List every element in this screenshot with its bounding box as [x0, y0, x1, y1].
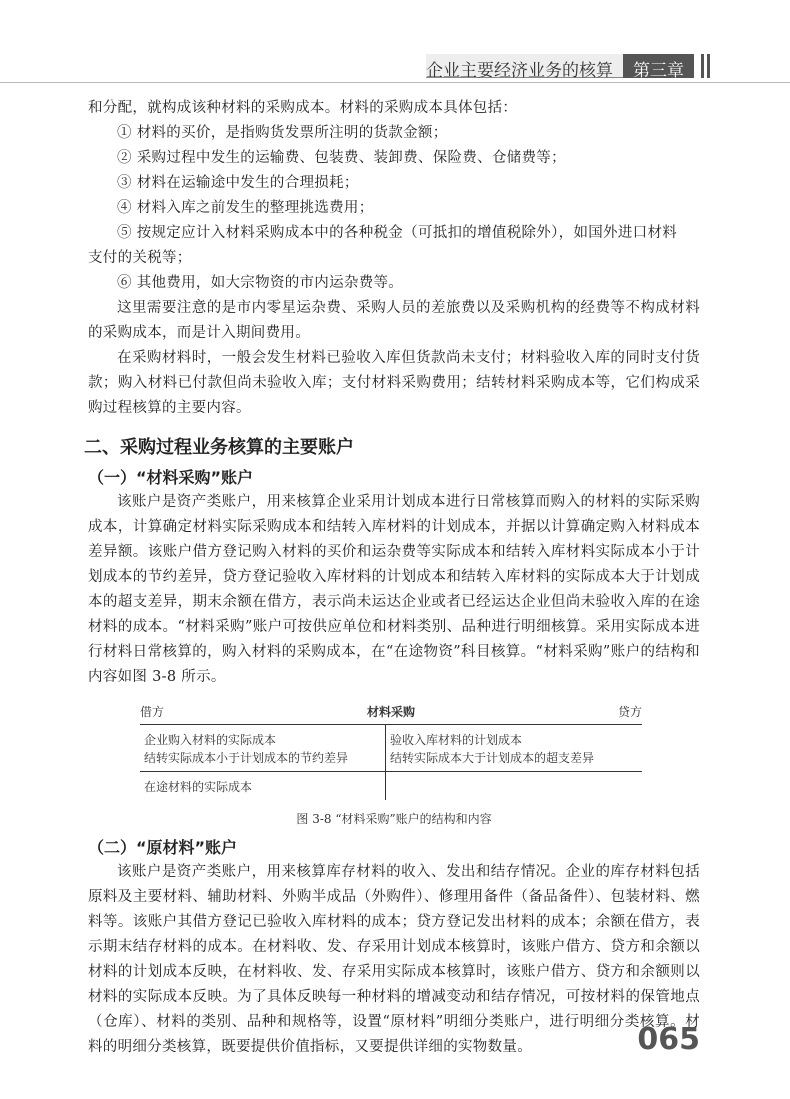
account-name: 材料采购: [366, 704, 415, 719]
running-header: [426, 54, 694, 81]
debit-entry: 结转实际成本小于计划成本的节约差异: [144, 751, 349, 765]
t-account-header: [140, 698, 642, 724]
subsection-heading: （二）“原材料”账户: [88, 838, 238, 857]
list-item-continuation: 支付的关税等；: [88, 250, 192, 266]
page-number: 065: [637, 1022, 700, 1057]
list-item: ⑥ 其他费用，如大宗物资的市内运杂费等。: [117, 275, 404, 291]
credit-balance-cell: [386, 771, 642, 800]
paragraph-material-purchase: 该账户是资产类账户，用来核算企业采用计划成本进行日常核算而购入的材料的实际采购成本，计算确定材料实际采购成本和结转入库材料的计划成本，并据以计算确定购入材料成本差异额。该账户借方登记购入材料的买价和运杂费等实际成本和结转入库材料实际成本小于计划成本的节约差异，贷方登记验收入库材料的计划成本和结转入库材料的实际成本大于计划成本的超支差异，期末余额在借方，表示尚未运达企业或者已经运达企业但尚未验收入库的在途材料的成本。“材料采购”账户可按供应单位和材料类别、品种进行明细核算。采用实际成本进行材料日常核算的，购入材料的采购成本，在“在途物资”科目核算。“材料采购”账户的结构和内容如图 3-8 所示。: [88, 494, 700, 685]
section-heading: 二、采购过程业务核算的主要账户: [84, 437, 354, 458]
credit-entry: 验收入库材料的计划成本: [390, 733, 523, 747]
list-item: ② 采购过程中发生的运输费、包装费、装卸费、保险费、仓储费等；: [117, 150, 566, 166]
header-decoration: [701, 54, 710, 78]
debit-balance-cell: [140, 771, 386, 800]
subsection-heading: （一）“材料采购”账户: [88, 468, 254, 487]
list-item: ④ 材料入库之前发生的整理挑选费用；: [117, 200, 374, 216]
list-item: ③ 材料在运输途中发生的合理损耗；: [117, 175, 359, 191]
list-item: ⑤ 按规定应计入材料采购成本中的各种税金（可抵扣的增值税除外），如国外进口材料: [117, 225, 678, 241]
header-rule: [0, 82, 790, 83]
t-account-body: [140, 724, 642, 800]
paragraph-raw-material: 该账户是资产类账户，用来核算库存材料的收入、发出和结存情况。企业的库存材料包括原料及主要材料、辅助材料、外购半成品（外购件）、修理用备件（备品备件）、包装材料、燃料等。该账户其借方登记已验收入库材料的成本；贷方登记发出材料的成本；余额在借方，表示期末结存材料的成本。在材料收、发、存采用计划成本核算时，该账户借方、贷方和余额以材料的计划成本反映，在材料收、发、存采用实际成本核算时，该账户借方、贷方和余额则以材料的实际成本反映。为了具体反映每一种材料的增减变动和结存情况，可按材料的保管地点（仓库）、材料的类别、品种和规格等，设置“原材料”明细分类账户，进行明细分类核算。材料的明细分类核算，既要提供价值指标，又要提供详细的实物数量。: [88, 864, 700, 1055]
list-item: ① 材料的买价，是指购货发票所注明的货款金额；: [117, 125, 448, 141]
t-account-figure: [140, 698, 642, 800]
debit-entry: 企业购入材料的实际成本: [144, 733, 277, 747]
page-content: [84, 96, 700, 1060]
credit-entry: 结转实际成本大于计划成本的超支差异: [390, 751, 595, 765]
credit-label: 贷方: [617, 704, 642, 719]
header-title: 企业主要经济业务的核算: [426, 54, 623, 78]
credit-cell: [386, 725, 642, 771]
debit-label: 借方: [140, 704, 165, 719]
paragraph-purchase: 在采购材料时，一般会发生材料已验收入库但货款尚未支付；材料验收入库的同时支付货款；购入材料已付款但尚未验收入库；支付材料采购费用；结转材料采购成本等，它们构成采购过程核算的主要内容。: [88, 350, 700, 416]
paragraph-intro: 和分配，就构成该种材料的采购成本。材料的采购成本具体包括：: [88, 100, 518, 116]
debit-cell: [140, 725, 386, 771]
figure-caption: 图 3-8 “材料采购”账户的结构和内容: [296, 812, 492, 826]
chapter-label: 第三章: [623, 54, 694, 78]
paragraph-note: 这里需要注意的是市内零星运杂费、采购人员的差旅费以及采购机构的经费等不构成材料的采购成本，而是计入期间费用。: [88, 300, 700, 341]
debit-balance: 在途材料的实际成本: [144, 780, 253, 794]
